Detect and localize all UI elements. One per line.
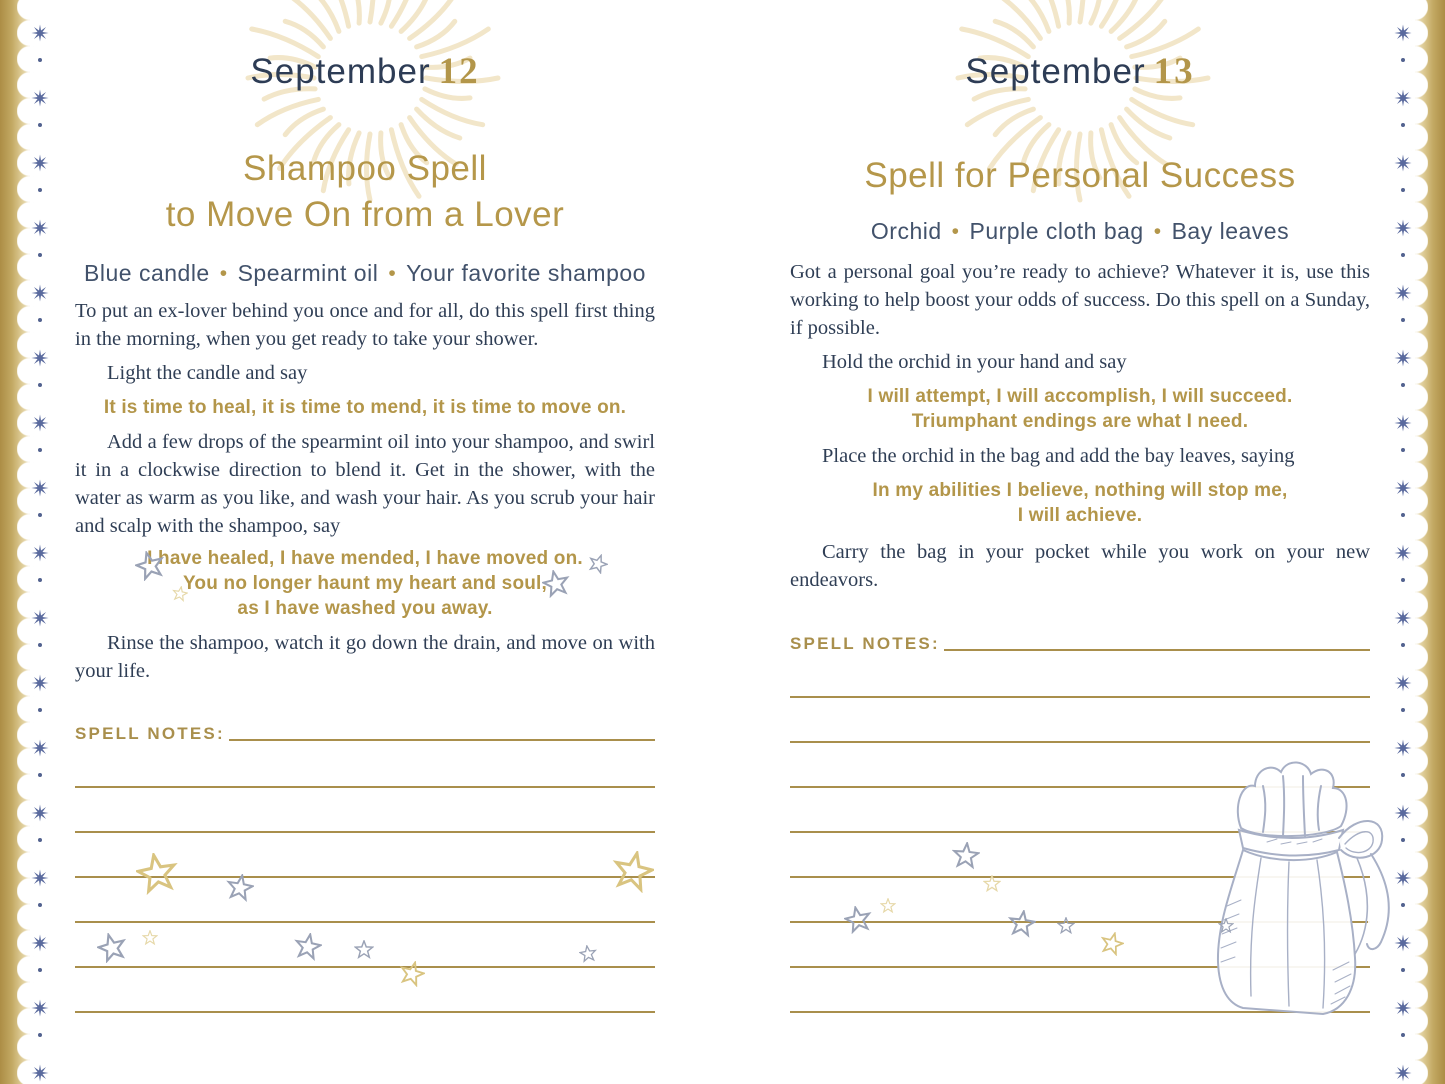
- spell-instructions: [75, 297, 655, 685]
- notes-write-line: [944, 649, 1370, 651]
- notes-ruled-line: [790, 921, 1370, 923]
- notes-ruled-line: [75, 786, 655, 788]
- star-icon: [1008, 910, 1036, 938]
- chant-line: I have healed, I have mended, I have moved on.: [147, 548, 583, 569]
- notes-ruled-line: [790, 876, 1370, 878]
- chant-line: In my abilities I believe, nothing will stop me,: [872, 480, 1288, 501]
- spell-instructions: [790, 258, 1370, 594]
- chant-text: It is time to heal, it is time to mend, it is time to move on.: [103, 397, 627, 418]
- chant-line: as I have washed you away.: [237, 598, 493, 619]
- dot-icon: [1401, 513, 1405, 517]
- eight-point-star-icon: [31, 674, 50, 693]
- eight-point-star-icon: [1394, 219, 1413, 238]
- bullet-separator: •: [388, 262, 397, 285]
- dot-icon: [1401, 123, 1405, 127]
- eight-point-star-icon: [31, 544, 50, 563]
- spell-title-line2: to Move On from a Lover: [165, 195, 565, 234]
- instruction-paragraph: Hold the orchid in your hand and say: [822, 351, 1127, 373]
- eight-point-star-icon: [31, 219, 50, 238]
- star-dot-border-left: [28, 0, 52, 1084]
- gilded-edge-left: [0, 0, 30, 1084]
- notes-ruled-line: [790, 696, 1370, 698]
- star-icon: [226, 874, 254, 902]
- star-icon: [880, 898, 896, 914]
- bullet-separator: •: [219, 262, 228, 285]
- spell-title-line1: Spell for Personal Success: [864, 156, 1296, 195]
- page-date: [790, 50, 1370, 93]
- dot-icon: [1401, 383, 1405, 387]
- eight-point-star-icon: [1394, 89, 1413, 108]
- eight-point-star-icon: [31, 934, 50, 953]
- eight-point-star-icon: [1394, 1064, 1413, 1083]
- star-icon: [612, 851, 654, 893]
- instruction-paragraph: Carry the bag in your pocket while you work on your new endeavors.: [790, 541, 1370, 591]
- spell-title-line1: Shampoo Spell: [243, 149, 487, 188]
- chant-line: Triumphant endings are what I need.: [911, 411, 1249, 432]
- date-month: September: [250, 52, 431, 91]
- eight-point-star-icon: [31, 999, 50, 1018]
- bullet-separator: •: [951, 220, 960, 243]
- date-day: 13: [1153, 51, 1195, 92]
- drawstring-pouch-illustration: [1205, 756, 1400, 1018]
- dot-icon: [38, 773, 42, 777]
- star-icon: [354, 940, 374, 960]
- spell-notes-header: [75, 724, 655, 744]
- notes-ruled-line: [790, 831, 1370, 833]
- eight-point-star-icon: [31, 154, 50, 173]
- instruction-paragraph: To put an ex-lover behind you once and for all, do this spell first thing in the morning, when you get ready to take your shower.: [75, 300, 655, 350]
- eight-point-star-icon: [1394, 544, 1413, 563]
- eight-point-star-icon: [1394, 999, 1413, 1018]
- dot-icon: [38, 253, 42, 257]
- dot-icon: [1401, 318, 1405, 322]
- dot-icon: [1401, 578, 1405, 582]
- spell-notes-label: SPELL NOTES:: [790, 634, 940, 653]
- eight-point-star-icon: [1394, 349, 1413, 368]
- spell-title: [790, 153, 1370, 199]
- dot-icon: [38, 188, 42, 192]
- eight-point-star-icon: [1394, 284, 1413, 303]
- star-icon: [844, 906, 872, 934]
- notes-ruled-line: [75, 966, 655, 968]
- dot-icon: [38, 513, 42, 517]
- dot-icon: [1401, 1033, 1405, 1037]
- instruction-paragraph: Got a personal goal you’re ready to achieve? Whatever it is, use this working to help boost your odds of success. Do this spell on a Sunday, if possible.: [790, 261, 1370, 339]
- notes-ruled-line: [75, 1011, 655, 1013]
- notes-ruled-line: [790, 786, 1370, 788]
- dot-icon: [38, 708, 42, 712]
- dot-icon: [1401, 188, 1405, 192]
- ingredient-item: Your favorite shampoo: [406, 260, 646, 286]
- eight-point-star-icon: [31, 869, 50, 888]
- star-icon: [952, 842, 980, 870]
- dot-icon: [38, 448, 42, 452]
- chant-text: [790, 478, 1370, 528]
- spell-notes-label: SPELL NOTES:: [75, 724, 225, 743]
- eight-point-star-icon: [31, 349, 50, 368]
- instruction-paragraph: Light the candle and say: [107, 362, 308, 384]
- star-icon: [136, 853, 178, 895]
- eight-point-star-icon: [31, 739, 50, 758]
- dot-icon: [38, 318, 42, 322]
- star-icon: [1057, 917, 1075, 935]
- star-icon: [97, 933, 127, 963]
- eight-point-star-icon: [31, 1064, 50, 1083]
- ingredients-list: [790, 218, 1370, 245]
- date-month: September: [965, 52, 1146, 91]
- eight-point-star-icon: [31, 414, 50, 433]
- notes-ruled-line: [790, 741, 1370, 743]
- dot-icon: [38, 903, 42, 907]
- ingredient-item: Orchid: [870, 218, 942, 244]
- instruction-paragraph: Add a few drops of the spearmint oil into your shampoo, and swirl it in a clockwise direction to blend it. Get in the shower, with the water as warm as you like, and wash your hair. As you scrub your hair and scalp with the shampoo, say: [75, 431, 655, 537]
- star-icon: [579, 945, 597, 963]
- notes-ruled-line: [75, 921, 655, 923]
- eight-point-star-icon: [1394, 479, 1413, 498]
- dot-icon: [1401, 903, 1405, 907]
- instruction-paragraph: Rinse the shampoo, watch it go down the drain, and move on with your life.: [75, 632, 655, 682]
- eight-point-star-icon: [1394, 739, 1413, 758]
- chant-line: I will attempt, I will accomplish, I will succeed.: [867, 386, 1293, 407]
- eight-point-star-icon: [1394, 154, 1413, 173]
- dot-icon: [1401, 708, 1405, 712]
- eight-point-star-icon: [1394, 24, 1413, 43]
- dot-icon: [1401, 253, 1405, 257]
- dot-icon: [38, 123, 42, 127]
- eight-point-star-icon: [1394, 804, 1413, 823]
- dot-icon: [38, 838, 42, 842]
- dot-icon: [38, 58, 42, 62]
- eight-point-star-icon: [1394, 934, 1413, 953]
- notes-ruled-line: [75, 876, 655, 878]
- dot-icon: [38, 383, 42, 387]
- notes-ruled-line: [790, 1011, 1370, 1013]
- bullet-separator: •: [1153, 220, 1162, 243]
- star-icon: [294, 933, 322, 961]
- eight-point-star-icon: [31, 609, 50, 628]
- eight-point-star-icon: [31, 284, 50, 303]
- page-date: [75, 50, 655, 93]
- eight-point-star-icon: [31, 24, 50, 43]
- eight-point-star-icon: [1394, 609, 1413, 628]
- dot-icon: [1401, 773, 1405, 777]
- eight-point-star-icon: [31, 89, 50, 108]
- dot-icon: [38, 968, 42, 972]
- notes-write-line: [229, 739, 655, 741]
- star-icon: [1100, 932, 1124, 956]
- dot-icon: [38, 1033, 42, 1037]
- ingredient-item: Blue candle: [84, 260, 210, 286]
- spell-title: [75, 146, 655, 238]
- star-icon: [399, 961, 425, 987]
- eight-point-star-icon: [1394, 869, 1413, 888]
- ingredients-list: [75, 260, 655, 287]
- notes-ruled-line: [790, 966, 1370, 968]
- ingredient-item: Spearmint oil: [237, 260, 379, 286]
- eight-point-star-icon: [31, 804, 50, 823]
- chant-text: [75, 546, 655, 621]
- eight-point-star-icon: [31, 479, 50, 498]
- chant-line: You no longer haunt my heart and soul,: [182, 573, 548, 594]
- instruction-paragraph: Place the orchid in the bag and add the bay leaves, saying: [822, 445, 1295, 467]
- dot-icon: [1401, 838, 1405, 842]
- spell-notes-header: [790, 634, 1370, 654]
- dot-icon: [1401, 643, 1405, 647]
- eight-point-star-icon: [1394, 674, 1413, 693]
- dot-icon: [38, 578, 42, 582]
- ingredient-item: Purple cloth bag: [969, 218, 1144, 244]
- dot-icon: [1401, 968, 1405, 972]
- gilded-edge-right: [1415, 0, 1445, 1084]
- chant-text: [790, 384, 1370, 434]
- dot-icon: [1401, 448, 1405, 452]
- notes-ruled-line: [75, 831, 655, 833]
- eight-point-star-icon: [1394, 414, 1413, 433]
- dot-icon: [1401, 58, 1405, 62]
- chant-line: I will achieve.: [1017, 505, 1143, 526]
- ingredient-item: Bay leaves: [1171, 218, 1290, 244]
- star-icon: [142, 930, 158, 946]
- dot-icon: [38, 643, 42, 647]
- date-day: 12: [438, 51, 480, 92]
- star-dot-border-right: [1391, 0, 1415, 1084]
